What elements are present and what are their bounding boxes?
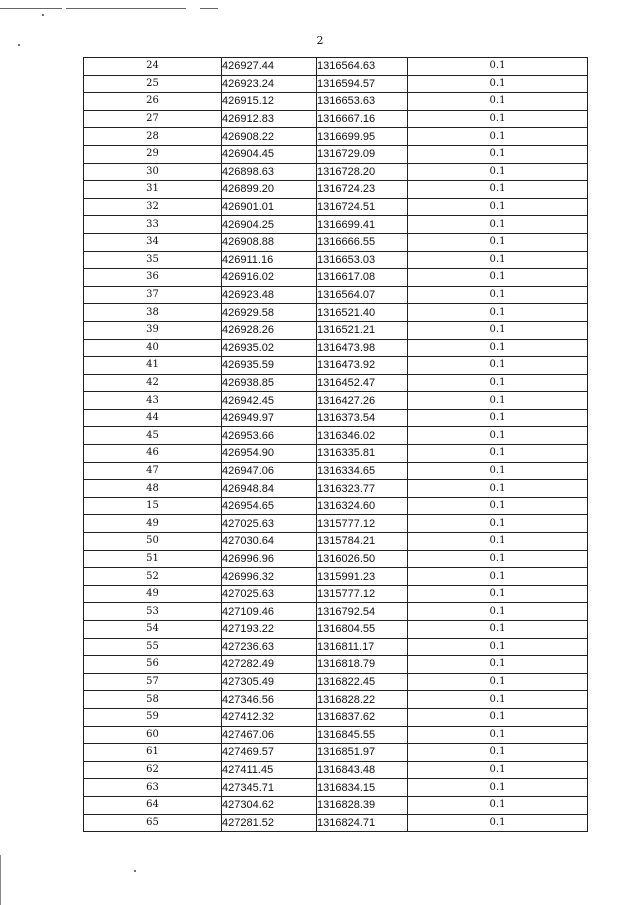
table-row — [84, 480, 588, 498]
point-number-cell: 40 — [84, 339, 222, 357]
table-row — [84, 427, 588, 445]
y-coordinate-cell: 1316851.97 — [317, 744, 408, 762]
y-coordinate-cell: 1316521.40 — [317, 304, 408, 322]
y-coordinate-cell: 1316666.55 — [317, 233, 408, 251]
point-number-cell: 56 — [84, 656, 222, 674]
table-row — [84, 656, 588, 674]
x-coordinate-cell: 426928.26 — [222, 321, 317, 339]
accuracy-cell: 0.1 — [408, 58, 588, 76]
table-row — [84, 357, 588, 375]
table-row — [84, 58, 588, 76]
x-coordinate-cell: 426935.02 — [222, 339, 317, 357]
table-row — [84, 585, 588, 603]
y-coordinate-cell: 1316373.54 — [317, 409, 408, 427]
coordinates-table-body — [84, 58, 588, 832]
y-coordinate-cell: 1316811.17 — [317, 638, 408, 656]
table-row — [84, 814, 588, 832]
accuracy-cell: 0.1 — [408, 374, 588, 392]
table-row — [84, 744, 588, 762]
table-row — [84, 321, 588, 339]
y-coordinate-cell: 1316452.47 — [317, 374, 408, 392]
y-coordinate-cell: 1316564.63 — [317, 58, 408, 76]
x-coordinate-cell: 426954.65 — [222, 497, 317, 515]
y-coordinate-cell: 1316837.62 — [317, 708, 408, 726]
table-row — [84, 568, 588, 586]
x-coordinate-cell: 426915.12 — [222, 93, 317, 111]
x-coordinate-cell: 426912.83 — [222, 110, 317, 128]
point-number-cell: 28 — [84, 128, 222, 146]
y-coordinate-cell: 1316334.65 — [317, 462, 408, 480]
x-coordinate-cell: 427025.63 — [222, 585, 317, 603]
x-coordinate-cell: 426953.66 — [222, 427, 317, 445]
y-coordinate-cell: 1316845.55 — [317, 726, 408, 744]
accuracy-cell: 0.1 — [408, 691, 588, 709]
y-coordinate-cell: 1316324.60 — [317, 497, 408, 515]
table-row — [84, 339, 588, 357]
point-number-cell: 64 — [84, 796, 222, 814]
y-coordinate-cell: 1316828.22 — [317, 691, 408, 709]
x-coordinate-cell: 427346.56 — [222, 691, 317, 709]
accuracy-cell: 0.1 — [408, 568, 588, 586]
accuracy-cell: 0.1 — [408, 708, 588, 726]
point-number-cell: 15 — [84, 497, 222, 515]
x-coordinate-cell: 426949.97 — [222, 409, 317, 427]
point-number-cell: 65 — [84, 814, 222, 832]
coordinates-table — [83, 57, 588, 832]
x-coordinate-cell: 427282.49 — [222, 656, 317, 674]
x-coordinate-cell: 427281.52 — [222, 814, 317, 832]
point-number-cell: 44 — [84, 409, 222, 427]
point-number-cell: 52 — [84, 568, 222, 586]
table-row — [84, 445, 588, 463]
table-row — [84, 304, 588, 322]
point-number-cell: 60 — [84, 726, 222, 744]
point-number-cell: 53 — [84, 603, 222, 621]
table-row — [84, 75, 588, 93]
point-number-cell: 49 — [84, 585, 222, 603]
accuracy-cell: 0.1 — [408, 726, 588, 744]
scan-edge — [0, 855, 1, 905]
table-row — [84, 181, 588, 199]
table-row — [84, 110, 588, 128]
point-number-cell: 39 — [84, 321, 222, 339]
y-coordinate-cell: 1316594.57 — [317, 75, 408, 93]
point-number-cell: 37 — [84, 286, 222, 304]
accuracy-cell: 0.1 — [408, 251, 588, 269]
accuracy-cell: 0.1 — [408, 550, 588, 568]
y-coordinate-cell: 1316834.15 — [317, 779, 408, 797]
point-number-cell: 47 — [84, 462, 222, 480]
point-number-cell: 25 — [84, 75, 222, 93]
scan-speck — [134, 870, 136, 872]
y-coordinate-cell: 1316699.95 — [317, 128, 408, 146]
table-row — [84, 93, 588, 111]
table-row — [84, 198, 588, 216]
x-coordinate-cell: 426927.44 — [222, 58, 317, 76]
x-coordinate-cell: 426904.25 — [222, 216, 317, 234]
point-number-cell: 24 — [84, 58, 222, 76]
table-row — [84, 251, 588, 269]
y-coordinate-cell: 1315991.23 — [317, 568, 408, 586]
x-coordinate-cell: 426948.84 — [222, 480, 317, 498]
x-coordinate-cell: 427304.62 — [222, 796, 317, 814]
table-row — [84, 216, 588, 234]
x-coordinate-cell: 427345.71 — [222, 779, 317, 797]
y-coordinate-cell: 1316724.51 — [317, 198, 408, 216]
accuracy-cell: 0.1 — [408, 392, 588, 410]
accuracy-cell: 0.1 — [408, 673, 588, 691]
point-number-cell: 48 — [84, 480, 222, 498]
table-row — [84, 761, 588, 779]
table-row — [84, 269, 588, 287]
accuracy-cell: 0.1 — [408, 796, 588, 814]
point-number-cell: 34 — [84, 233, 222, 251]
y-coordinate-cell: 1316728.20 — [317, 163, 408, 181]
point-number-cell: 62 — [84, 761, 222, 779]
y-coordinate-cell: 1316828.39 — [317, 796, 408, 814]
y-coordinate-cell: 1316346.02 — [317, 427, 408, 445]
point-number-cell: 46 — [84, 445, 222, 463]
x-coordinate-cell: 426938.85 — [222, 374, 317, 392]
point-number-cell: 54 — [84, 621, 222, 639]
accuracy-cell: 0.1 — [408, 110, 588, 128]
accuracy-cell: 0.1 — [408, 145, 588, 163]
y-coordinate-cell: 1316473.92 — [317, 357, 408, 375]
accuracy-cell: 0.1 — [408, 497, 588, 515]
x-coordinate-cell: 426923.48 — [222, 286, 317, 304]
y-coordinate-cell: 1316026.50 — [317, 550, 408, 568]
x-coordinate-cell: 426916.02 — [222, 269, 317, 287]
x-coordinate-cell: 427411.45 — [222, 761, 317, 779]
accuracy-cell: 0.1 — [408, 269, 588, 287]
point-number-cell: 57 — [84, 673, 222, 691]
point-number-cell: 45 — [84, 427, 222, 445]
point-number-cell: 58 — [84, 691, 222, 709]
x-coordinate-cell: 426996.96 — [222, 550, 317, 568]
table-row — [84, 515, 588, 533]
y-coordinate-cell: 1316843.48 — [317, 761, 408, 779]
accuracy-cell: 0.1 — [408, 128, 588, 146]
x-coordinate-cell: 426901.01 — [222, 198, 317, 216]
point-number-cell: 59 — [84, 708, 222, 726]
x-coordinate-cell: 426935.59 — [222, 357, 317, 375]
accuracy-cell: 0.1 — [408, 198, 588, 216]
table-row — [84, 621, 588, 639]
x-coordinate-cell: 426954.90 — [222, 445, 317, 463]
accuracy-cell: 0.1 — [408, 603, 588, 621]
x-coordinate-cell: 426908.22 — [222, 128, 317, 146]
y-coordinate-cell: 1316521.21 — [317, 321, 408, 339]
scan-line — [66, 8, 186, 9]
x-coordinate-cell: 426899.20 — [222, 181, 317, 199]
y-coordinate-cell: 1316804.55 — [317, 621, 408, 639]
point-number-cell: 36 — [84, 269, 222, 287]
table-row — [84, 673, 588, 691]
scan-line — [200, 8, 218, 9]
accuracy-cell: 0.1 — [408, 744, 588, 762]
x-coordinate-cell: 427469.57 — [222, 744, 317, 762]
point-number-cell: 49 — [84, 515, 222, 533]
y-coordinate-cell: 1316822.45 — [317, 673, 408, 691]
accuracy-cell: 0.1 — [408, 515, 588, 533]
point-number-cell: 27 — [84, 110, 222, 128]
table-row — [84, 462, 588, 480]
x-coordinate-cell: 427305.49 — [222, 673, 317, 691]
point-number-cell: 30 — [84, 163, 222, 181]
y-coordinate-cell: 1316724.23 — [317, 181, 408, 199]
point-number-cell: 51 — [84, 550, 222, 568]
page-number: 2 — [316, 34, 324, 47]
table-row — [84, 374, 588, 392]
table-row — [84, 163, 588, 181]
y-coordinate-cell: 1315784.21 — [317, 533, 408, 551]
point-number-cell: 43 — [84, 392, 222, 410]
table-row — [84, 726, 588, 744]
accuracy-cell: 0.1 — [408, 427, 588, 445]
accuracy-cell: 0.1 — [408, 233, 588, 251]
table-row — [84, 145, 588, 163]
y-coordinate-cell: 1316617.08 — [317, 269, 408, 287]
x-coordinate-cell: 426923.24 — [222, 75, 317, 93]
point-number-cell: 41 — [84, 357, 222, 375]
accuracy-cell: 0.1 — [408, 357, 588, 375]
point-number-cell: 29 — [84, 145, 222, 163]
table-row — [84, 533, 588, 551]
accuracy-cell: 0.1 — [408, 304, 588, 322]
point-number-cell: 42 — [84, 374, 222, 392]
point-number-cell: 35 — [84, 251, 222, 269]
point-number-cell: 31 — [84, 181, 222, 199]
accuracy-cell: 0.1 — [408, 480, 588, 498]
table-row — [84, 603, 588, 621]
y-coordinate-cell: 1316818.79 — [317, 656, 408, 674]
table-row — [84, 392, 588, 410]
accuracy-cell: 0.1 — [408, 409, 588, 427]
accuracy-cell: 0.1 — [408, 638, 588, 656]
table-row — [84, 708, 588, 726]
y-coordinate-cell: 1316323.77 — [317, 480, 408, 498]
x-coordinate-cell: 426904.45 — [222, 145, 317, 163]
y-coordinate-cell: 1316564.07 — [317, 286, 408, 304]
y-coordinate-cell: 1315777.12 — [317, 585, 408, 603]
x-coordinate-cell: 426911.16 — [222, 251, 317, 269]
x-coordinate-cell: 427412.32 — [222, 708, 317, 726]
x-coordinate-cell: 426947.06 — [222, 462, 317, 480]
table-row — [84, 286, 588, 304]
accuracy-cell: 0.1 — [408, 621, 588, 639]
x-coordinate-cell: 427236.63 — [222, 638, 317, 656]
accuracy-cell: 0.1 — [408, 779, 588, 797]
scan-line — [0, 8, 62, 9]
y-coordinate-cell: 1316473.98 — [317, 339, 408, 357]
accuracy-cell: 0.1 — [408, 339, 588, 357]
table-row — [84, 128, 588, 146]
point-number-cell: 61 — [84, 744, 222, 762]
x-coordinate-cell: 427030.64 — [222, 533, 317, 551]
y-coordinate-cell: 1316427.26 — [317, 392, 408, 410]
scan-speck — [42, 14, 44, 16]
table-row — [84, 638, 588, 656]
accuracy-cell: 0.1 — [408, 761, 588, 779]
x-coordinate-cell: 427025.63 — [222, 515, 317, 533]
x-coordinate-cell: 426898.63 — [222, 163, 317, 181]
accuracy-cell: 0.1 — [408, 462, 588, 480]
point-number-cell: 26 — [84, 93, 222, 111]
x-coordinate-cell: 426929.58 — [222, 304, 317, 322]
table-row — [84, 233, 588, 251]
table-row — [84, 691, 588, 709]
accuracy-cell: 0.1 — [408, 163, 588, 181]
x-coordinate-cell: 426942.45 — [222, 392, 317, 410]
accuracy-cell: 0.1 — [408, 75, 588, 93]
table-row — [84, 409, 588, 427]
accuracy-cell: 0.1 — [408, 656, 588, 674]
point-number-cell: 55 — [84, 638, 222, 656]
point-number-cell: 32 — [84, 198, 222, 216]
accuracy-cell: 0.1 — [408, 321, 588, 339]
y-coordinate-cell: 1316335.81 — [317, 445, 408, 463]
x-coordinate-cell: 426908.88 — [222, 233, 317, 251]
accuracy-cell: 0.1 — [408, 585, 588, 603]
y-coordinate-cell: 1316667.16 — [317, 110, 408, 128]
y-coordinate-cell: 1316653.03 — [317, 251, 408, 269]
y-coordinate-cell: 1316699.41 — [317, 216, 408, 234]
table-row — [84, 796, 588, 814]
accuracy-cell: 0.1 — [408, 286, 588, 304]
y-coordinate-cell: 1316792.54 — [317, 603, 408, 621]
x-coordinate-cell: 427467.06 — [222, 726, 317, 744]
y-coordinate-cell: 1316653.63 — [317, 93, 408, 111]
accuracy-cell: 0.1 — [408, 181, 588, 199]
accuracy-cell: 0.1 — [408, 216, 588, 234]
accuracy-cell: 0.1 — [408, 533, 588, 551]
accuracy-cell: 0.1 — [408, 445, 588, 463]
y-coordinate-cell: 1316729.09 — [317, 145, 408, 163]
table-row — [84, 779, 588, 797]
y-coordinate-cell: 1315777.12 — [317, 515, 408, 533]
point-number-cell: 50 — [84, 533, 222, 551]
point-number-cell: 38 — [84, 304, 222, 322]
y-coordinate-cell: 1316824.71 — [317, 814, 408, 832]
x-coordinate-cell: 427109.46 — [222, 603, 317, 621]
accuracy-cell: 0.1 — [408, 814, 588, 832]
table-row — [84, 550, 588, 568]
point-number-cell: 33 — [84, 216, 222, 234]
accuracy-cell: 0.1 — [408, 93, 588, 111]
x-coordinate-cell: 427193.22 — [222, 621, 317, 639]
point-number-cell: 63 — [84, 779, 222, 797]
table-row — [84, 497, 588, 515]
x-coordinate-cell: 426996.32 — [222, 568, 317, 586]
